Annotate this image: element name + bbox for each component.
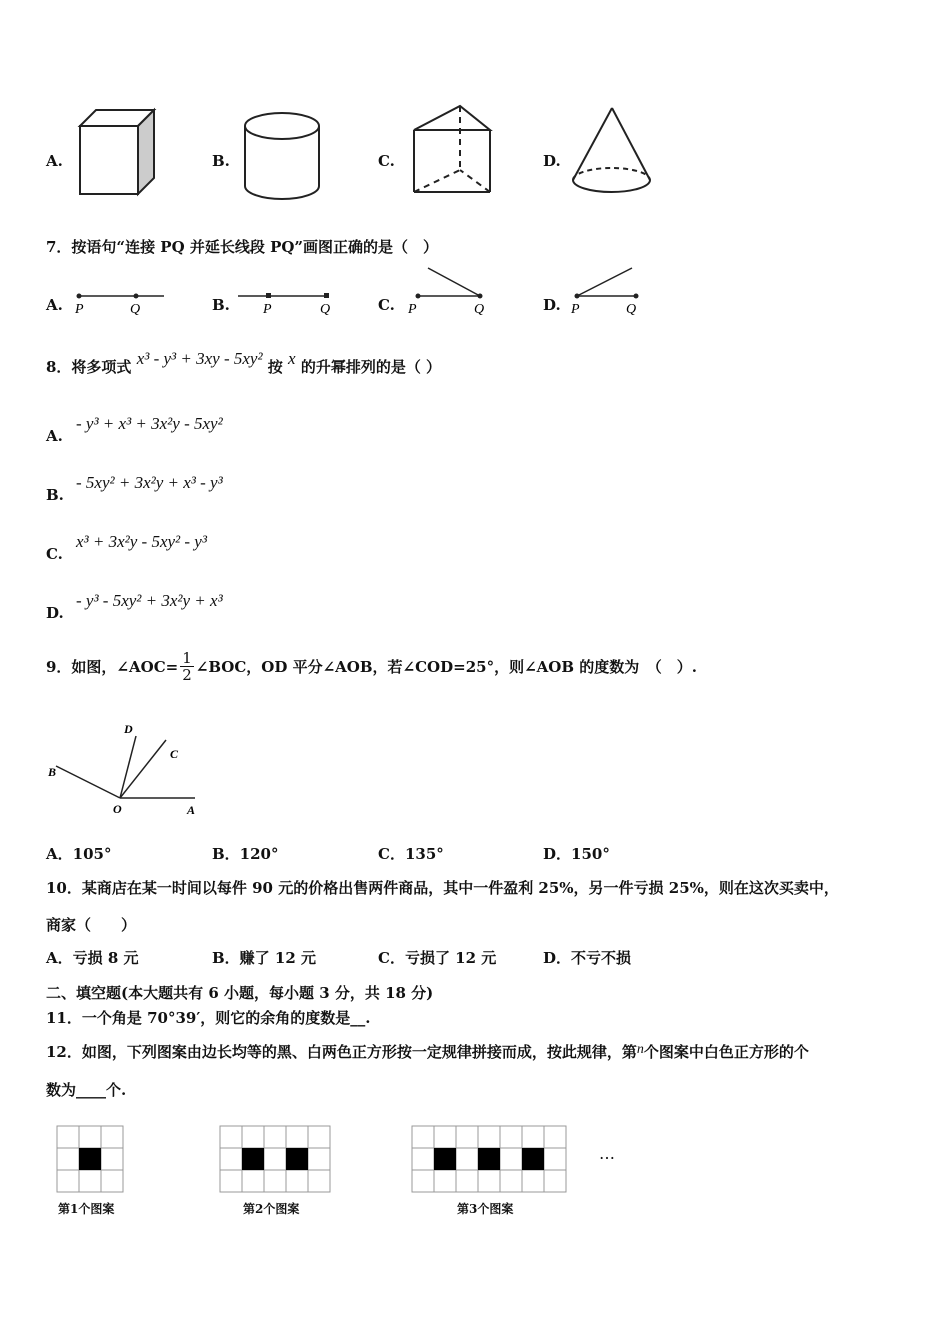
- triangular-prism-icon: [408, 100, 498, 198]
- q9-stem-a: 9．如图，∠AOC=: [46, 658, 179, 676]
- q7a-point-p: P: [75, 302, 84, 317]
- q9-fraction: [180, 650, 194, 683]
- q8-option-a-label[interactable]: A.: [46, 427, 63, 445]
- pattern-ellipsis: …: [599, 1144, 615, 1163]
- q8-option-d-label[interactable]: D.: [46, 604, 64, 622]
- q6-option-b-label[interactable]: B.: [212, 152, 230, 170]
- q9-option-b[interactable]: B．120°: [212, 845, 279, 863]
- pattern-2-caption: 第2个图案: [243, 1202, 300, 1216]
- q7-option-d-diagram: [566, 264, 666, 320]
- q8-option-b-expr: - 5xy² + 3x²y + x³ - y³: [76, 473, 223, 492]
- q11-stem: 11．一个角是 70°39′，则它的余角的度数是__.: [46, 1009, 371, 1027]
- q7-option-b-label[interactable]: B.: [212, 296, 230, 314]
- black-square: [434, 1148, 456, 1170]
- q9-label-o: O: [113, 802, 122, 816]
- cone-icon: [568, 104, 656, 196]
- q7c-point-p: P: [408, 302, 417, 317]
- q8-stem-after: 的升幂排列的是（ ）: [300, 358, 442, 376]
- q9-stem-b: ∠BOC，OD 平分∠AOB，若∠COD=25°，则∠AOB 的度数为 （ ）.: [195, 658, 697, 676]
- q8-stem-mid: 按: [267, 358, 283, 376]
- black-square: [522, 1148, 544, 1170]
- pattern-1: [56, 1125, 124, 1193]
- q7a-point-q: Q: [130, 302, 141, 317]
- q9-frac-den: 2: [182, 666, 192, 684]
- pattern-3-caption: 第3个图案: [457, 1202, 514, 1216]
- q8-option-d-expr: - y³ - 5xy² + 3x²y + x³: [76, 591, 223, 610]
- q7b-point-p: P: [263, 302, 272, 317]
- black-square: [478, 1148, 500, 1170]
- q8-stem-before: 8．将多项式: [46, 358, 132, 376]
- q8-polynomial: x³ - y³ + 3xy - 5xy²: [136, 349, 263, 368]
- q6-option-d-label[interactable]: D.: [543, 152, 561, 170]
- q7d-point-q: Q: [626, 302, 637, 317]
- q8-option-b-label[interactable]: B.: [46, 486, 64, 504]
- pattern-1-caption: 第1个图案: [58, 1202, 115, 1216]
- q7c-point-q: Q: [474, 302, 485, 317]
- q9-stem: [46, 650, 697, 683]
- q9-label-a: A: [187, 803, 196, 817]
- q7-option-a-label[interactable]: A.: [46, 296, 63, 314]
- q6-option-a-label[interactable]: A.: [46, 152, 63, 170]
- q9-angle-figure: [40, 718, 210, 822]
- black-square: [79, 1148, 101, 1170]
- black-square: [242, 1148, 264, 1170]
- q7d-point-p: P: [571, 302, 580, 317]
- q9-frac-num: 1: [182, 649, 192, 667]
- q9-option-c[interactable]: C．135°: [378, 845, 444, 863]
- q10-stem-line1: 10．某商店在某一时间以每件 90 元的价格出售两件商品，其中一件盈利 25%，另一件亏损 25%，则在这次买卖中，: [46, 879, 839, 897]
- q9-option-a[interactable]: A．105°: [46, 845, 112, 863]
- q8-option-c-expr: x³ + 3x²y - 5xy² - y³: [76, 532, 207, 551]
- pattern-2: [219, 1125, 331, 1193]
- q8-stem: [46, 349, 442, 377]
- q9-option-d[interactable]: D．150°: [543, 845, 610, 863]
- q7b-point-q: Q: [320, 302, 331, 317]
- q6-option-c-label[interactable]: C.: [378, 152, 395, 170]
- section-title: 二、填空题(本大题共有 6 小题，每小题 3 分，共 18 分): [46, 984, 434, 1002]
- q12-stem-after: 个图案中白色正方形的个: [643, 1043, 809, 1061]
- q7-option-d-label[interactable]: D.: [543, 296, 561, 314]
- q12-stem-line2: 数为____个.: [46, 1081, 127, 1099]
- pattern-3: [411, 1125, 567, 1193]
- q10-option-d[interactable]: D．不亏不损: [543, 949, 632, 967]
- q12-stem-line1: [46, 1041, 809, 1062]
- q10-option-a[interactable]: A．亏损 8 元: [46, 949, 139, 967]
- q7-stem: 7．按语句“连接 PQ 并延长线段 PQ”画图正确的是（ ）: [46, 238, 439, 256]
- q10-stem-line2: 商家（ ）: [46, 916, 137, 934]
- q9-label-d: D: [124, 722, 133, 736]
- q9-label-c: C: [170, 747, 179, 761]
- cylinder-icon: [240, 110, 326, 202]
- q9-label-b: B: [48, 765, 57, 779]
- cube-icon: [74, 106, 158, 198]
- q7-option-b-diagram: [232, 280, 342, 320]
- q8-option-c-label[interactable]: C.: [46, 545, 63, 563]
- q7-option-a-diagram: [70, 280, 170, 320]
- q7-option-c-diagram: [402, 264, 502, 320]
- q10-option-b[interactable]: B．赚了 12 元: [212, 949, 316, 967]
- q8-option-a-expr: - y³ + x³ + 3x²y - 5xy²: [76, 414, 223, 433]
- q12-variable: n: [636, 1042, 644, 1057]
- q12-stem-before: 12．如图，下列图案由边长均等的黑、白两色正方形按一定规律拼接而成，按此规律，第: [46, 1043, 637, 1061]
- q7-option-c-label[interactable]: C.: [378, 296, 395, 314]
- q8-variable: x: [288, 349, 296, 368]
- black-square: [286, 1148, 308, 1170]
- q10-option-c[interactable]: C．亏损了 12 元: [378, 949, 497, 967]
